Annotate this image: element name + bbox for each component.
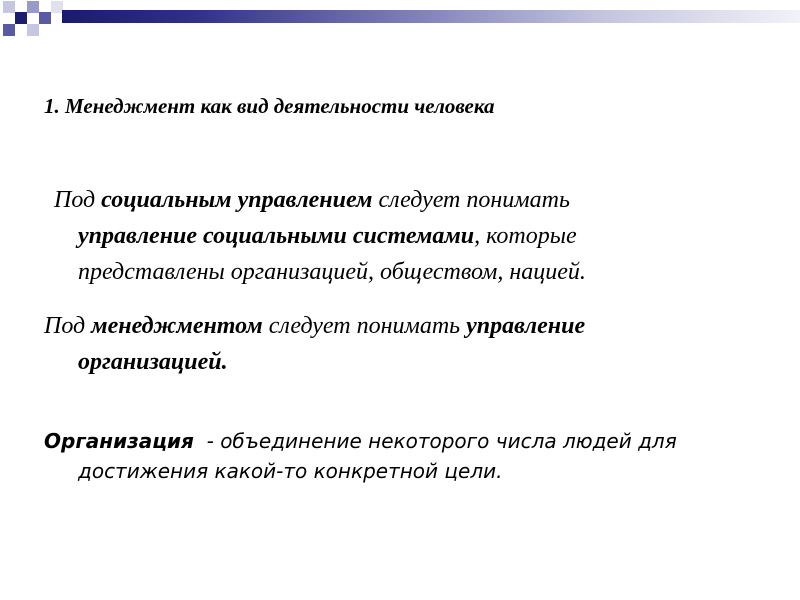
paragraph-line bbox=[44, 308, 774, 344]
text-run: следует понимать bbox=[262, 313, 467, 339]
decorative-header bbox=[0, 0, 800, 44]
paragraph-line: представлены организацией, обществом, нацией. bbox=[78, 259, 586, 285]
term-social-management: социальным управлением bbox=[101, 187, 373, 213]
decor-square bbox=[15, 12, 27, 24]
decor-square bbox=[27, 24, 39, 36]
paragraph-management bbox=[44, 308, 774, 380]
gradient-bar bbox=[62, 10, 800, 23]
term-organization-def: организацией. bbox=[78, 349, 228, 375]
paragraph-line: достижения какой-то конкретной цели. bbox=[78, 459, 503, 483]
paragraph-social-management bbox=[54, 182, 774, 290]
text-run: Под bbox=[44, 313, 92, 339]
text-run: - объединение некоторого числа людей для bbox=[193, 429, 677, 453]
paragraph-line bbox=[44, 426, 677, 456]
decor-square bbox=[3, 1, 15, 13]
term-management: менеджментом bbox=[91, 313, 263, 339]
text-run: , которые bbox=[474, 223, 577, 249]
decor-square bbox=[27, 1, 39, 13]
decor-square bbox=[39, 12, 51, 24]
term-management-def: управление bbox=[466, 313, 586, 339]
slide-title: 1. Менеджмент как вид деятельности человека bbox=[44, 94, 495, 118]
paragraph-line bbox=[44, 344, 774, 380]
text-run: следует понимать bbox=[372, 187, 570, 213]
term-social-systems: управление социальными системами bbox=[78, 223, 475, 249]
paragraph-line bbox=[54, 182, 774, 218]
term-organization: Организация bbox=[44, 429, 194, 453]
text-run: Под bbox=[54, 187, 102, 213]
decor-square bbox=[3, 24, 15, 36]
paragraph-organization-definition bbox=[44, 426, 677, 486]
paragraph-line bbox=[54, 218, 774, 254]
